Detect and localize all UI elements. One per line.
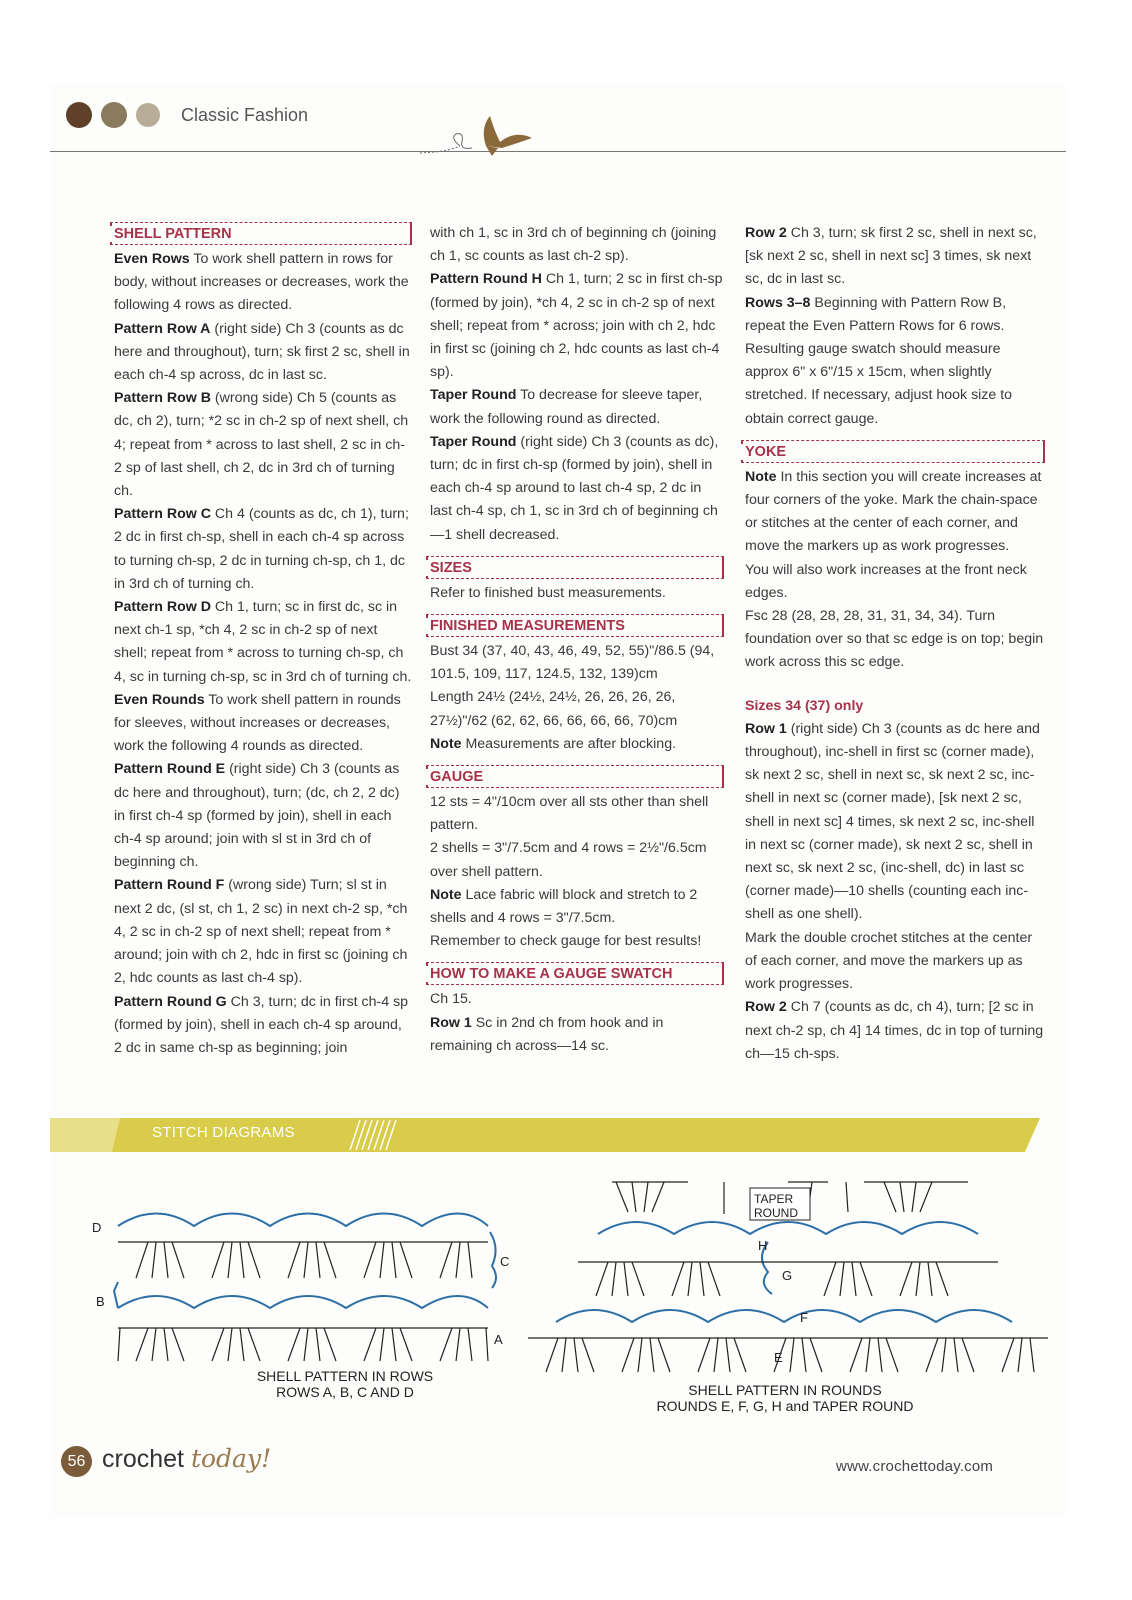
gauge-reminder: Remember to check gauge for best results! (430, 933, 702, 950)
row-b-label: B (96, 1294, 105, 1309)
rows-caption-line-2: ROWS A, B, C AND D (276, 1384, 414, 1400)
rounds-caption-line-2: ROUNDS E, F, G, H and TAPER ROUND (656, 1398, 914, 1414)
pattern-round-e: Pattern Round E (right side) Ch 3 (counts as dc here and throughout), turn; (dc, ch 2, 2 dc) in first ch-4 sp (formed by join), shell in each ch-4 sp around; join with sl st in 3rd ch of beginning ch. (114, 761, 400, 871)
header-rule (50, 151, 1066, 152)
sizes-heading: SIZES (426, 556, 724, 579)
swatch-chain: Ch 15. (430, 991, 472, 1008)
rounds-caption (620, 1382, 950, 1414)
yoke-note: Note In this section you will create increases at four corners of the yoke. Mark the chain-space or stitches at the center of each corner, and move the markers up as work progresses. (745, 468, 1042, 555)
taper-round: Taper Round (right side) Ch 3 (counts as dc), turn; dc in first ch-sp (formed by join), shell in each ch-4 sp around to last ch-4 sp, 2 dc in last ch-4 sp, ch 1, sc in 3rd ch of beginning ch—1 shell decreased. (430, 433, 719, 543)
butterfly-icon (420, 108, 540, 168)
header-dot-mid (101, 102, 127, 128)
round-h-label: H (758, 1238, 768, 1253)
website-url: www.crochettoday.com (836, 1458, 994, 1475)
even-rows-paragraph: Even Rows To work shell pattern in rows for body, without increases or decreases, work the following 4 rows as directed. (114, 251, 409, 314)
yoke-row-2: Row 2 Ch 7 (counts as dc, ch 4), turn; [2 sc in next ch-2 sp, ch 4] 14 times, dc in top of turning ch—15 ch-sps. (745, 999, 1044, 1062)
page-number: 56 (61, 1446, 92, 1477)
gauge-stitches: 12 sts = 4"/10cm over all sts other than shell pattern. (430, 794, 709, 834)
pattern-row-d: Pattern Row D Ch 1, turn; sc in first dc, sc in next ch-1 sp, *ch 4, 2 sc in ch-2 sp of next shell; repeat from * across to turning ch-sp, ch 4, sc in turning ch-sp, sc in 3rd ch of turning ch. (114, 599, 412, 685)
finished-measurements-heading: FINISHED MEASUREMENTS (426, 614, 724, 637)
length-measurement: Length 24½ (24½, 24½, 26, 26, 26, 26, 27½)"/62 (62, 62, 66, 66, 66, 66, 70)cm (430, 689, 678, 729)
rounds-caption-line-1: SHELL PATTERN IN ROUNDS (688, 1382, 882, 1398)
row-c-label: C (500, 1254, 510, 1269)
pattern-round-h: Pattern Round H Ch 1, turn; 2 sc in first ch-sp (formed by join), *ch 4, 2 sc in ch-2 sp of next shell; repeat from * across; join with ch 2, hdc in first sc (joining ch 2, hdc counts as last ch-4 sp). (430, 271, 723, 381)
pattern-row-a: Pattern Row A (right side) Ch 3 (counts as dc here and throughout), turn; sk first 2 sc, shell in each ch-4 sp across, dc in last sc. (114, 320, 410, 384)
swatch-rows-3-8: Rows 3–8 Beginning with Pattern Row B, repeat the Even Pattern Rows for 6 rows. Resulting gauge swatch should measure approx 6" x 6"/15 x 15cm, when slightly stretched. If necessary, adjust hook size to obtain correct gauge. (745, 294, 1013, 427)
gauge-note: Note Lace fabric will block and stretch to 2 shells and 4 rows = 3"/7.5cm. (430, 886, 698, 927)
brand-logo (102, 1444, 271, 1474)
sizes-subheading: Sizes 34 (37) only (745, 697, 864, 714)
yoke-heading: YOKE (741, 440, 1045, 463)
banner-label: STITCH DIAGRAMS (152, 1124, 295, 1141)
gauge-heading: GAUGE (426, 765, 724, 788)
yoke-row-1: Row 1 (right side) Ch 3 (counts as dc here and throughout), inc-shell in first sc (corner made), sk next 2 sc, shell in next sc, sk next 2 sc, inc-shell in next sc (corner made), [sk next 2 sc, shell in next sc] 4 times, sk next 2 sc, inc-shell in next sc (corner made), sk next 2 sc, shell in next sc, sk next 2 sc, (inc-shell, dc) in last sc (corner made)—10 shells (counting each inc-shell as one shell). (745, 720, 1040, 923)
brand-script: today! (190, 1444, 272, 1473)
column-2 (430, 222, 724, 1058)
even-rounds-paragraph: Even Rounds To work shell pattern in rounds for sleeves, without increases or decreases, work the following 4 rounds as directed. (114, 691, 401, 755)
shell-pattern-heading: SHELL PATTERN (110, 222, 412, 245)
bust-measurement: Bust 34 (37, 40, 43, 46, 49, 52, 55)"/86.5 (94, 101.5, 109, 117, 124.5, 132, 139)cm (430, 643, 715, 683)
gauge-shells: 2 shells = 3"/7.5cm and 4 rows = 2½"/6.5cm over shell pattern. (430, 840, 707, 880)
taper-intro: Taper Round To decrease for sleeve taper, work the following round as directed. (430, 387, 703, 427)
gauge-swatch-heading: HOW TO MAKE A GAUGE SWATCH (426, 962, 724, 985)
pattern-round-g: Pattern Round G Ch 3, turn; dc in first ch-4 sp (formed by join), shell in each ch-4 sp around, 2 dc in same ch-sp as beginning; join (114, 993, 409, 1056)
yoke-marker-note: Mark the double crochet stitches at the center of each corner, and move the markers up as work progresses. (745, 929, 1033, 993)
yoke-neck-increases: You will also work increases at the front neck edges. (745, 561, 1027, 601)
round-e-label: E (774, 1350, 783, 1365)
measurements-note: Note Measurements are after blocking. (430, 735, 677, 752)
swatch-row-1: Row 1 Sc in 2nd ch from hook and in remaining ch across—14 sc. (430, 1014, 664, 1054)
pattern-round-f: Pattern Round F (wrong side) Turn; sl st in next 2 dc, (sl st, ch 1, 2 sc) in next ch-2 sp, *ch 4, 2 sc in ch-2 sp of next shell; repeat from * around; join with ch 2, hdc in first sc (joining ch 2, hdc counts as last ch-4 sp). (114, 877, 408, 987)
taper-label-1: TAPER (754, 1192, 794, 1206)
pattern-row-c: Pattern Row C Ch 4 (counts as dc, ch 1), turn; 2 dc in first ch-sp, shell in each ch-4 sp across to turning ch-sp, 2 dc in turning ch-sp, ch 1, dc in 3rd ch of turning ch. (114, 506, 409, 592)
rows-diagram (88, 1196, 518, 1366)
header-dot-light (136, 103, 160, 127)
row-a-label: A (494, 1332, 503, 1347)
sizes-text: Refer to finished bust measurements. (430, 584, 666, 601)
column-3 (745, 222, 1045, 1066)
round-f-label: F (800, 1310, 808, 1325)
rounds-diagram (528, 1172, 1048, 1382)
column-1 (114, 222, 412, 1060)
round-g-continued: with ch 1, sc in 3rd ch of beginning ch (joining ch 1, sc counts as last ch-2 sp). (430, 225, 717, 265)
pattern-row-b: Pattern Row B (wrong side) Ch 5 (counts as dc, ch 2), turn; *2 sc in ch-2 sp of next shell, ch 4; repeat from * across to last shell, 2 sc in ch-2 sp of last shell, ch 2, dc in 3rd ch of turning ch. (114, 390, 409, 500)
rows-caption-line-1: SHELL PATTERN IN ROWS (256, 1368, 434, 1384)
taper-label-2: ROUND (754, 1206, 798, 1220)
round-g-label: G (782, 1268, 793, 1283)
brand-word: crochet (102, 1445, 184, 1473)
swatch-row-2: Row 2 Ch 3, turn; sk first 2 sc, shell in next sc, [sk next 2 sc, shell in next sc] 3 times, sk next sc, dc in last sc. (745, 225, 1037, 288)
rows-caption (180, 1368, 510, 1400)
header-dot-dark (66, 102, 92, 128)
section-title: Classic Fashion (181, 105, 309, 125)
row-d-label: D (92, 1220, 102, 1235)
yoke-foundation: Fsc 28 (28, 28, 28, 31, 31, 34, 34). Turn foundation over so that sc edge is on top; begin work across this sc edge. (745, 608, 1044, 671)
